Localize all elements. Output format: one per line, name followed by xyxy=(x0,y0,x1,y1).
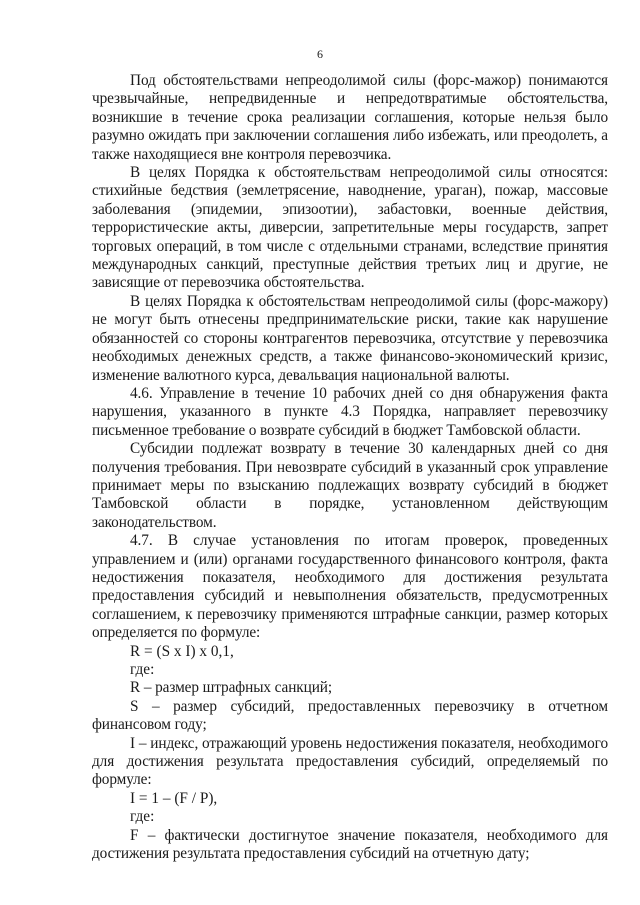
paragraph-subsidy-return: Субсидии подлежат возврату в течение 30 календарных дней со дня получения требования. При невозврате субсидий в указанный срок управление принимает меры по взысканию подлежащих возврату субсидий в бюджет Тамбовской области в порядке, установленном действующим законодательством. xyxy=(92,440,608,531)
where-label: где: xyxy=(130,661,155,678)
formula-penalty: R = (S x I) x 0,1, xyxy=(130,642,234,660)
paragraph-force-majeure-list: В целях Порядка к обстоятельствам непреодолимой силы относятся: стихийные бедствия (землетрясение, наводнение, ураган), пожар, массовые заболевания (эпидемии, эпизоотии), забастовки, военные действия, террористические акты, диверсии, запретительные меры государств, запрет торговых операций, в том числе с отдельными странами, вследствие принятия международных санкций, преступные действия третьих лиц и другие, не зависящие от перевозчика обстоятельства. xyxy=(92,164,608,292)
definition-r: R – размер штрафных санкций; xyxy=(130,679,333,697)
paragraph-force-majeure-exclusions: В целях Порядка к обстоятельствам непреодолимой силы (форс-мажору) не могут быть отнесены предпринимательские риски, такие как нарушение обязанностей со стороны контрагентов перевозчика, отсутствие у перевозчика необходимых денежных средств, а также финансово-экономический кризис, изменение валютного курса, девальвация национальной валюты. xyxy=(92,292,608,384)
definition-s: S – размер субсидий, предоставленных перевозчику в отчетном финансовом году; xyxy=(92,697,608,734)
paragraph-4-6: 4.6. Управление в течение 10 рабочих дней со дня обнаружения факта нарушения, указанного в пункте 4.3 Порядка, направляет перевозчику письменное требование о возврате субсидий в бюджет Тамбовской области. xyxy=(92,384,608,439)
definition-f: F – фактически достигнутое значение показателя, необходимого для достижения результата предоставления субсидий на отчетную дату; xyxy=(92,826,608,863)
formula-index: I = 1 – (F / P), xyxy=(130,789,218,807)
document-body xyxy=(92,72,608,863)
paragraph-4-7: 4.7. В случае установления по итогам проверок, проведенных управлением и (или) органами государственного финансового контроля, факта недостижения показателя, необходимого для достижения результата предоставления субсидий и невыполнения обязательств, предусмотренных соглашением, к перевозчику применяются штрафные санкции, размер которых определяется по формуле: xyxy=(92,532,608,642)
paragraph-force-majeure-definition: Под обстоятельствами непреодолимой силы (форс-мажор) понимаются чрезвычайные, непредвиденные и непредотвратимые обстоятельства, возникшие в течение срока реализации соглашения, которые нельзя было разумно ожидать при заключении соглашения либо избежать, или преодолеть, а также находящиеся вне контроля перевозчика. xyxy=(92,72,608,163)
page-number: 6 xyxy=(317,47,323,61)
definition-i: I – индекс, отражающий уровень недостижения показателя, необходимого для достижения результата предоставления субсидий, определяемый по формуле: xyxy=(92,734,608,789)
where-label-2: где: xyxy=(130,808,155,826)
